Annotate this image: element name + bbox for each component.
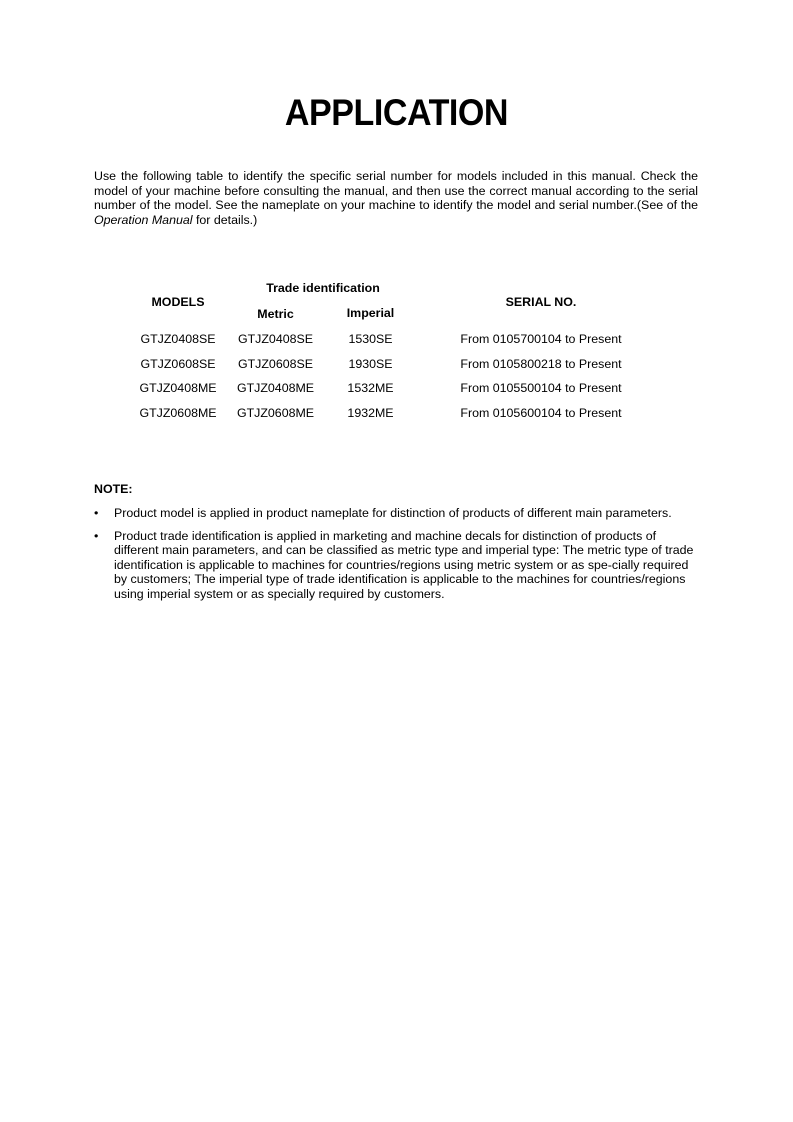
intro-text-1: Use the following table to identify the specific serial number for models included in this manual. Check the model of your machine before consulting the manual, and then use the correct manual according to the serial number of the model. See the nameplate on your machine to identify the model and serial number.(See of the <box>94 169 698 213</box>
cell-model: GTJZ0608SE <box>140 357 216 371</box>
header-imperial: Imperial <box>346 306 395 320</box>
cell-serial: From 0105600104 to Present <box>460 406 622 420</box>
cell-imperial: 1930SE <box>348 357 393 371</box>
page-title: APPLICATION <box>284 92 509 133</box>
cell-metric: GTJZ0408SE <box>237 332 314 346</box>
cell-model: GTJZ0608ME <box>139 406 217 420</box>
intro-italic: Operation Manual <box>94 212 193 227</box>
list-item <box>94 529 704 602</box>
cell-metric: GTJZ0408ME <box>236 381 315 395</box>
cell-metric: GTJZ0608ME <box>236 406 315 420</box>
bullet-icon: • <box>94 506 99 520</box>
intro-text-2: for details.) <box>192 212 258 227</box>
note-list <box>94 506 704 610</box>
note-text: Product trade identification is applied in marketing and machine decals for distinction of products of different main parameters, and can be classified as metric type and imperial type: The metric type of trade identification is applicable to machines for countries/regions using metric system or as spe-cially required by customers; The imperial type of trade identification is applicable to the machines for countries/regions using imperial system or as specially required by customers. <box>114 528 694 601</box>
cell-model: GTJZ0408SE <box>140 332 216 346</box>
bullet-icon: • <box>94 528 99 543</box>
cell-imperial: 1532ME <box>347 381 394 395</box>
cell-serial: From 0105700104 to Present <box>460 332 622 346</box>
note-text: Product model is applied in product nameplate for distinction of products of different main parameters. <box>114 506 672 520</box>
cell-imperial: 1530SE <box>348 332 393 346</box>
list-item <box>94 506 704 521</box>
cell-model: GTJZ0408ME <box>139 381 217 395</box>
cell-serial: From 0105500104 to Present <box>460 381 622 395</box>
header-metric: Metric <box>257 307 294 321</box>
note-heading: NOTE: <box>94 482 133 496</box>
cell-metric: GTJZ0608SE <box>237 357 314 371</box>
cell-imperial: 1932ME <box>347 406 394 420</box>
header-serial-no: SERIAL NO. <box>505 295 577 309</box>
cell-serial: From 0105800218 to Present <box>460 357 622 371</box>
header-models: MODELS <box>151 295 205 309</box>
header-trade-identification: Trade identification <box>266 281 380 295</box>
intro-paragraph <box>94 169 698 227</box>
